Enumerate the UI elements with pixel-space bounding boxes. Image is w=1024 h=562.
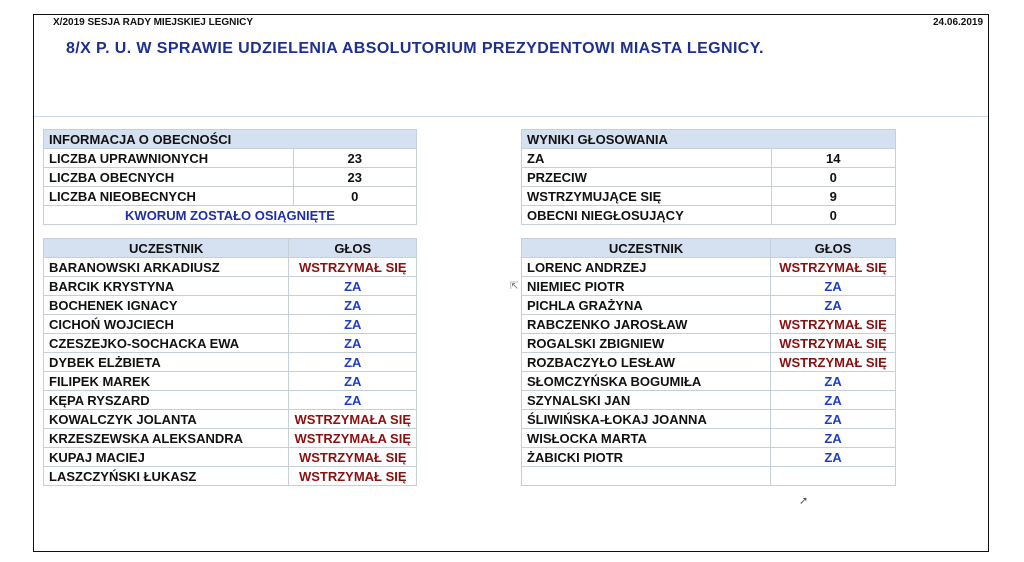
vote-value: ZA (771, 410, 896, 429)
result-value: 9 (771, 187, 895, 206)
attendance-header: INFORMACJA O OBECNOŚCI (44, 130, 417, 149)
participant-name: SŁOMCZYŃSKA BOGUMIŁA (522, 372, 771, 391)
vote-value: WSTRZYMAŁ SIĘ (771, 334, 896, 353)
vote-value: WSTRZYMAŁ SIĘ (771, 315, 896, 334)
participant-row (44, 448, 417, 467)
vote-list-left (43, 238, 417, 486)
participant-row (522, 448, 896, 467)
participant-row (522, 391, 896, 410)
attendance-label: LICZBA NIEOBECNYCH (44, 187, 294, 206)
participant-name: KĘPA RYSZARD (44, 391, 289, 410)
vote-value: ZA (289, 296, 417, 315)
participant-name: BARANOWSKI ARKADIUSZ (44, 258, 289, 277)
results-table (521, 129, 896, 225)
session-label: X/2019 SESJA RADY MIEJSKIEJ LEGNICY (53, 17, 254, 28)
vote-value: WSTRZYMAŁ SIĘ (289, 258, 417, 277)
vote-value (771, 467, 896, 486)
participant-row (44, 372, 417, 391)
result-label: OBECNI NIEGŁOSUJĄCY (522, 206, 772, 225)
participant-row (522, 429, 896, 448)
participant-row (522, 258, 896, 277)
vote-value: ZA (771, 372, 896, 391)
attendance-table (43, 129, 417, 225)
result-value: 0 (771, 206, 895, 225)
participant-row (44, 353, 417, 372)
participant-row (522, 372, 896, 391)
participant-row (522, 315, 896, 334)
attendance-value: 23 (293, 168, 416, 187)
participant-row (44, 277, 417, 296)
participant-row (522, 467, 896, 486)
mouse-pointer-icon: ➚ (799, 495, 809, 507)
participant-name: KRZESZEWSKA ALEKSANDRA (44, 429, 289, 448)
participant-row (44, 410, 417, 429)
result-label: PRZECIW (522, 168, 772, 187)
vote-value: ZA (289, 391, 417, 410)
participant-name: ROZBACZYŁO LESŁAW (522, 353, 771, 372)
vote-value: WSTRZYMAŁ SIĘ (771, 258, 896, 277)
participant-row (522, 353, 896, 372)
participant-name: DYBEK ELŻBIETA (44, 353, 289, 372)
vote-value: WSTRZYMAŁ SIĘ (289, 448, 417, 467)
participant-row (44, 258, 417, 277)
attendance-label: LICZBA UPRAWNIONYCH (44, 149, 294, 168)
attendance-label: LICZBA OBECNYCH (44, 168, 294, 187)
vote-value: WSTRZYMAŁA SIĘ (289, 429, 417, 448)
participant-name: ROGALSKI ZBIGNIEW (522, 334, 771, 353)
vote-value: WSTRZYMAŁ SIĘ (771, 353, 896, 372)
resolution-title: 8/X P. U. W SPRAWIE UDZIELENIA ABSOLUTORIUM PREZYDENTOWI MIASTA LEGNICY. (66, 40, 764, 57)
quorum-status: KWORUM ZOSTAŁO OSIĄGNIĘTE (44, 206, 417, 225)
vote-value: ZA (289, 372, 417, 391)
participant-name: CZESZEJKO-SOCHACKA EWA (44, 334, 289, 353)
participant-row (44, 334, 417, 353)
participant-row (522, 410, 896, 429)
vote-value: ZA (771, 448, 896, 467)
participant-name: LORENC ANDRZEJ (522, 258, 771, 277)
participant-row (44, 296, 417, 315)
results-header: WYNIKI GŁOSOWANIA (522, 130, 896, 149)
attendance-value: 23 (293, 149, 416, 168)
vote-value: ZA (771, 429, 896, 448)
vote-value: ZA (289, 334, 417, 353)
participant-name: NIEMIEC PIOTR (522, 277, 771, 296)
result-label: ZA (522, 149, 772, 168)
participant-row (522, 277, 896, 296)
participant-name: WISŁOCKA MARTA (522, 429, 771, 448)
participant-name: RABCZENKO JAROSŁAW (522, 315, 771, 334)
participant-name: ŚLIWIŃSKA-ŁOKAJ JOANNA (522, 410, 771, 429)
participant-row (44, 467, 417, 486)
participant-name: CICHOŃ WOJCIECH (44, 315, 289, 334)
attendance-value: 0 (293, 187, 416, 206)
participant-name (522, 467, 771, 486)
vote-column-header: GŁOS (771, 239, 896, 258)
participant-name: PICHLA GRAŻYNA (522, 296, 771, 315)
vote-value: ZA (771, 391, 896, 410)
vote-value: ZA (289, 353, 417, 372)
vote-value: ZA (289, 315, 417, 334)
vote-column-header: GŁOS (289, 239, 417, 258)
participant-name: KOWALCZYK JOLANTA (44, 410, 289, 429)
participant-row (522, 296, 896, 315)
participant-row (44, 391, 417, 410)
participant-row (44, 315, 417, 334)
participant-name: ŻABICKI PIOTR (522, 448, 771, 467)
vote-value: ZA (771, 277, 896, 296)
vote-value: WSTRZYMAŁA SIĘ (289, 410, 417, 429)
vote-list-right (521, 238, 896, 486)
session-date: 24.06.2019 (933, 17, 984, 28)
vote-value: WSTRZYMAŁ SIĘ (289, 467, 417, 486)
participant-row (522, 334, 896, 353)
cursor-icon: ⇱ (510, 281, 519, 292)
result-value: 0 (771, 168, 895, 187)
participant-name: LASZCZYŃSKI ŁUKASZ (44, 467, 289, 486)
participant-name: BOCHENEK IGNACY (44, 296, 289, 315)
participant-column-header: UCZESTNIK (44, 239, 289, 258)
participant-name: KUPAJ MACIEJ (44, 448, 289, 467)
result-value: 14 (771, 149, 895, 168)
participant-column-header: UCZESTNIK (522, 239, 771, 258)
participant-name: SZYNALSKI JAN (522, 391, 771, 410)
participant-name: FILIPEK MAREK (44, 372, 289, 391)
participant-name: BARCIK KRYSTYNA (44, 277, 289, 296)
participant-row (44, 429, 417, 448)
vote-value: ZA (289, 277, 417, 296)
vote-value: ZA (771, 296, 896, 315)
result-label: WSTRZYMUJĄCE SIĘ (522, 187, 772, 206)
